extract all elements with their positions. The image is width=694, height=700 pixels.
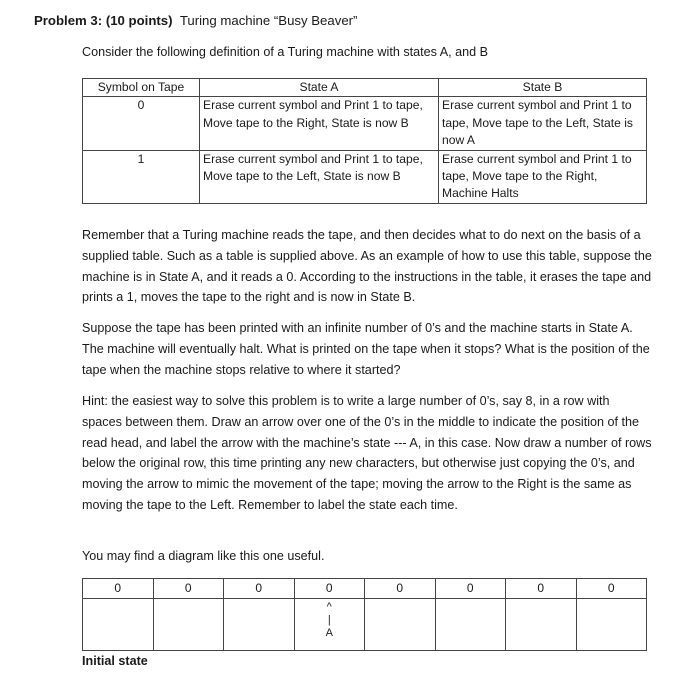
arrow-stem: | [327,614,331,626]
problem-title [34,13,357,28]
read-head-marker [326,599,333,640]
problem-name: Turing machine “Busy Beaver” [179,13,358,28]
row-state-b: Erase current symbol and Print 1 to tape, Move tape to the Right, Machine Halts [439,150,647,203]
row-symbol: 1 [83,150,200,203]
paragraph-remember: Remember that a Turing machine reads the tape, and then decides what to do next on the basis of a supplied table. Such as a table is supplied above. As an example of how to use this table, suppose the machine is in State A, and it reads a 0. According to the instructions in the table, it erases the tape and prints a 1, moves the tape to the right and is now in State B. [82,228,652,305]
transition-header-row [83,79,647,97]
diagram-caption: Initial state [82,654,148,668]
arrow-up-icon: ^ [326,601,332,613]
paragraph-question: Suppose the tape has been printed with an infinite number of 0’s and the machine starts in State A. The machine will eventually halt. What is printed on the tape when it stops? What is the position of the tape when the machine stops relative to where it started? [82,321,650,377]
tape-cell: 0 [506,579,577,599]
tape-cell: 0 [224,579,295,599]
head-row [83,599,647,651]
row-state-b: Erase current symbol and Print 1 to tape, Move tape to the Left, State is now A [439,97,647,150]
head-cell [576,599,647,651]
head-cell [506,599,577,651]
tape-cell: 0 [365,579,436,599]
head-cell [153,599,224,651]
transition-row [83,97,647,150]
header-state-a: State A [200,79,439,97]
paragraph-hint: Hint: the easiest way to solve this problem is to write a large number of 0’s, say 8, in a row with spaces between them. Draw an arrow over one of the 0’s in the middle to indicate the position of the read head, and label the arrow with the machine’s state --- A, in this case. Now draw a number of rows below the original row, this time printing any new characters, but otherwise just copying the 0’s, and moving the arrow to mimic the movement of the tape; moving the arrow to the Right is the same as moving the tape to the Left. Remember to label the state each time. [82,394,652,512]
problem-label: Problem 3: (10 points) [34,13,173,28]
tape-diagram [82,578,647,651]
tape-cell: 0 [294,579,365,599]
tape-cell: 0 [576,579,647,599]
head-cell [435,599,506,651]
transition-row [83,150,647,203]
row-state-a: Erase current symbol and Print 1 to tape, Move tape to the Left, State is now B [200,150,439,203]
head-cell [224,599,295,651]
head-cell [294,599,365,651]
head-state-label: A [325,627,333,639]
head-cell [83,599,154,651]
tape-cell: 0 [153,579,224,599]
tape-cell: 0 [83,579,154,599]
row-symbol: 0 [83,97,200,150]
head-cell [365,599,436,651]
header-state-b: State B [439,79,647,97]
paragraph-diagram-intro: You may find a diagram like this one useful. [82,549,325,563]
tape-cell: 0 [435,579,506,599]
row-state-a: Erase current symbol and Print 1 to tape, Move tape to the Right, State is now B [200,97,439,150]
intro-text: Consider the following definition of a Turing machine with states A, and B [82,45,489,59]
tape-row [83,579,647,599]
transition-table [82,78,647,204]
header-symbol: Symbol on Tape [83,79,200,97]
